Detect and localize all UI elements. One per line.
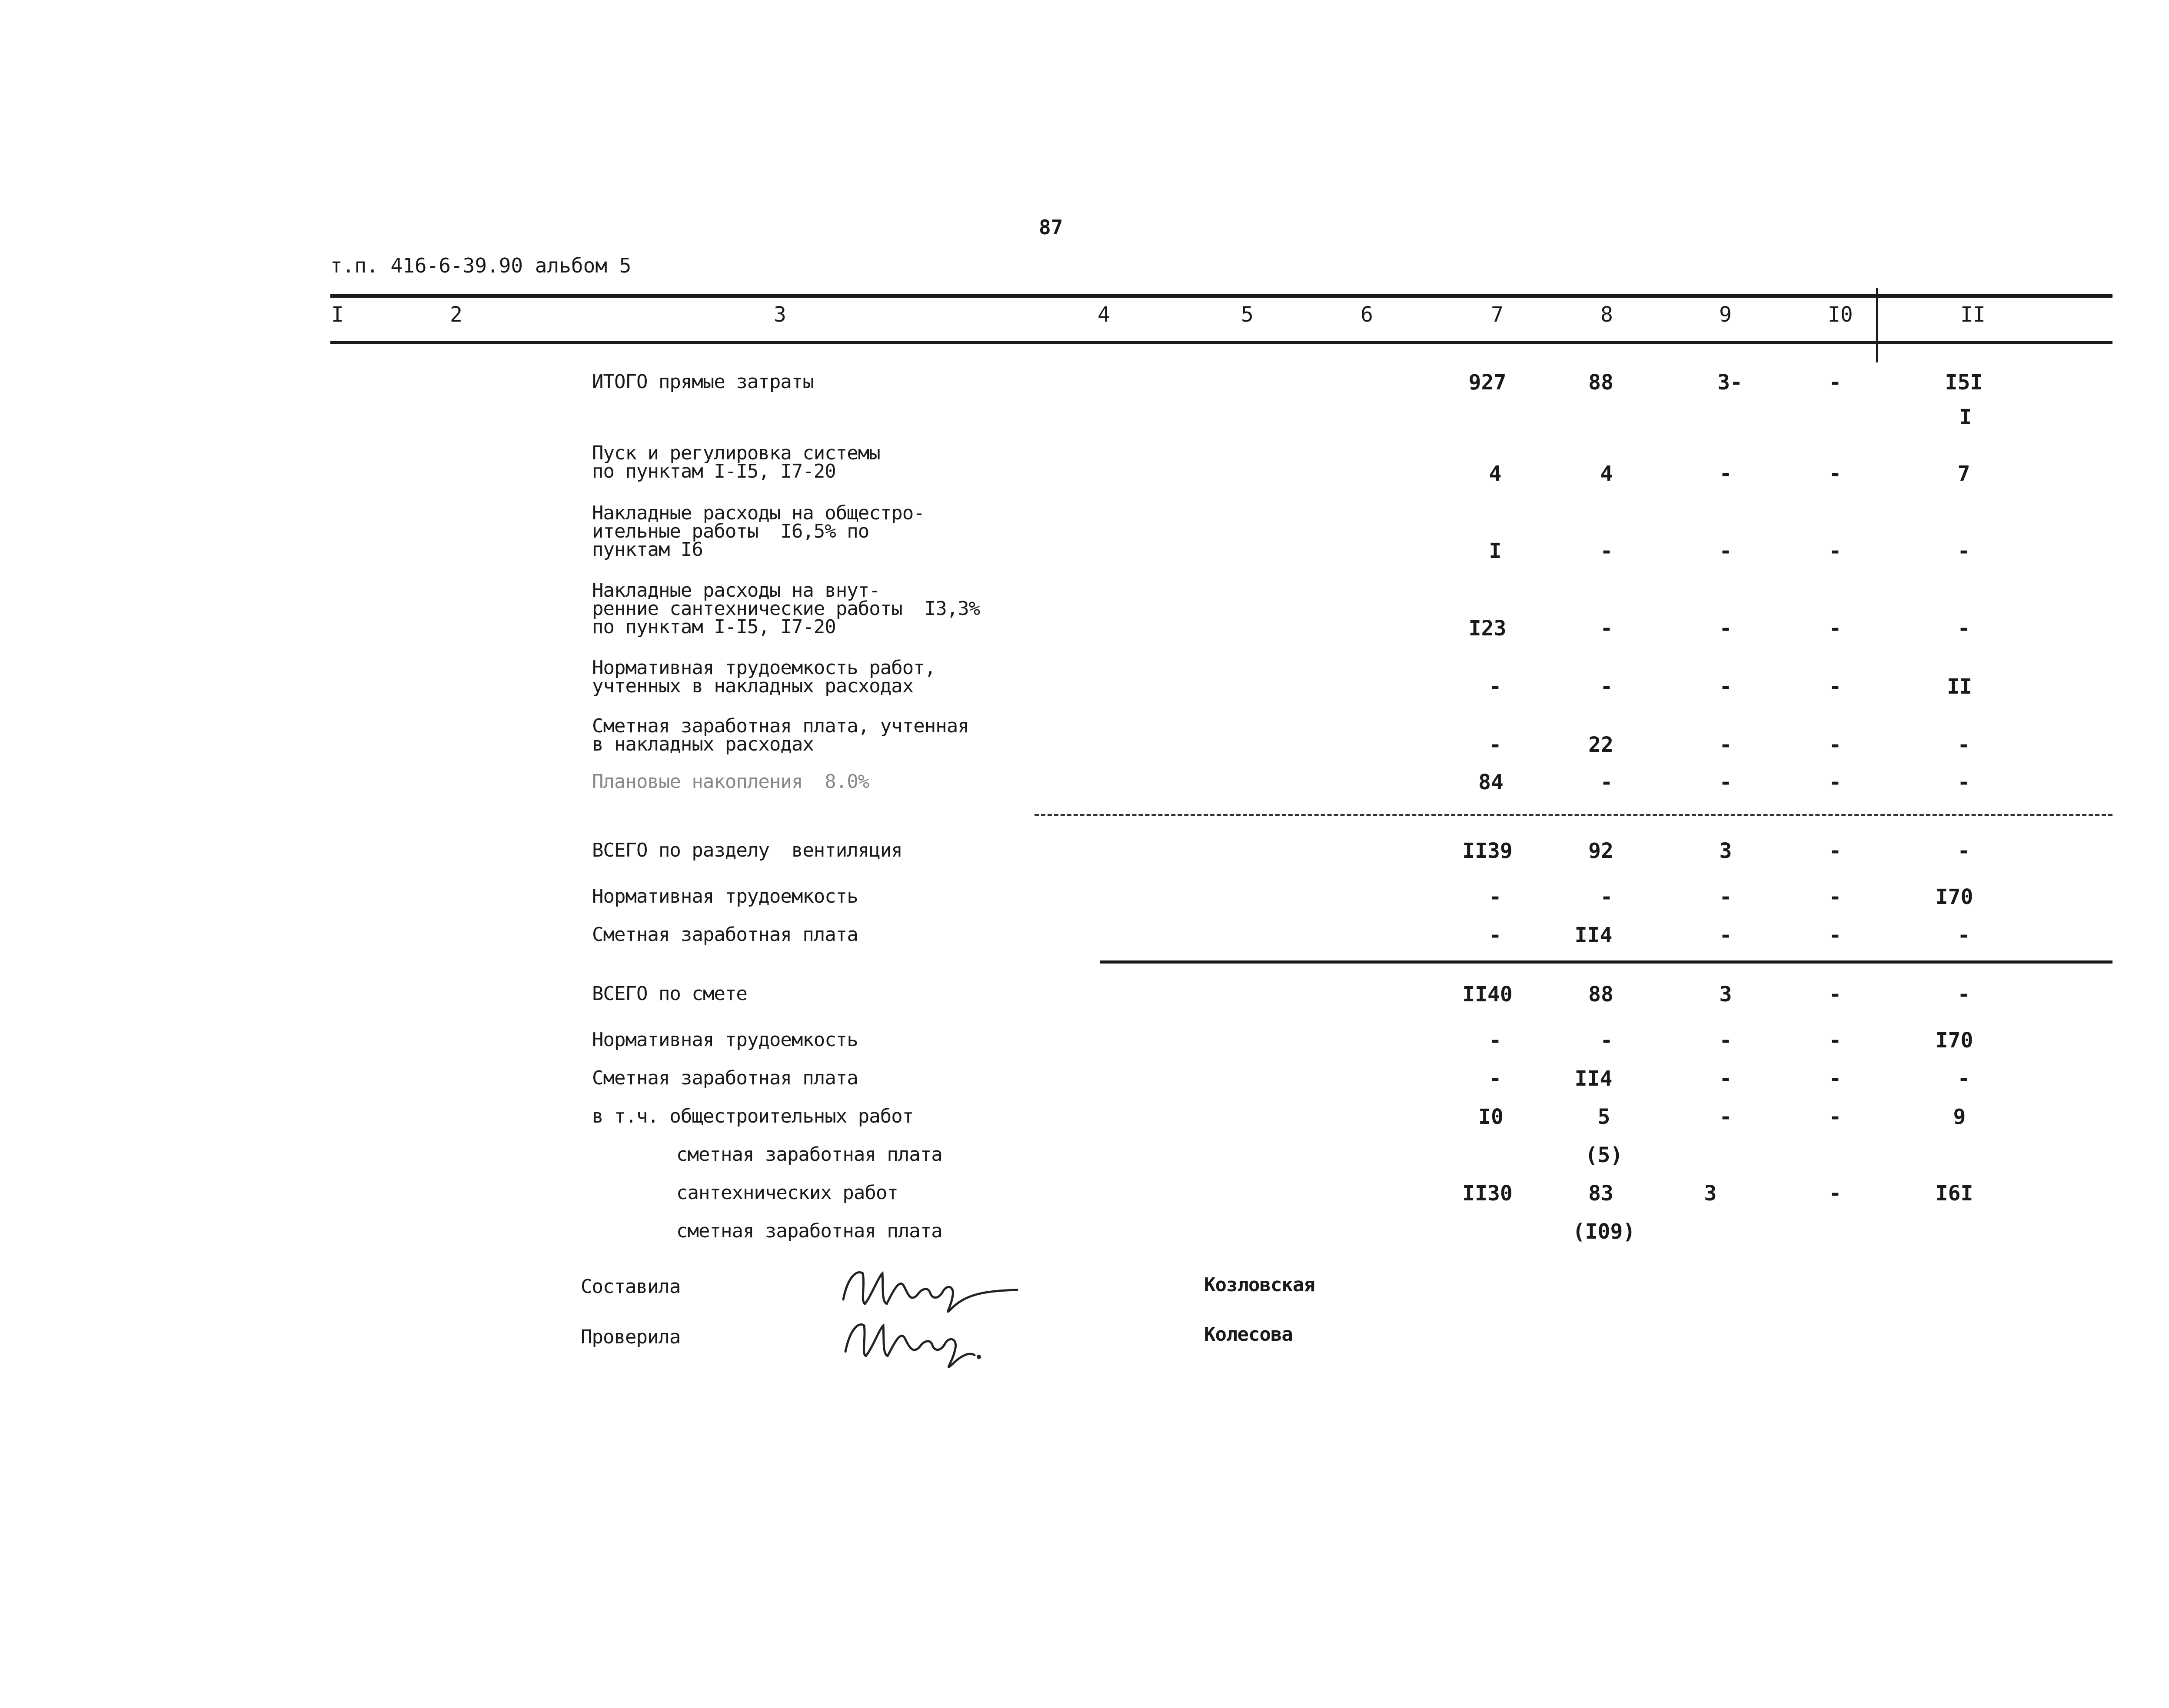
cell-col10: -: [1829, 839, 1842, 863]
cell-col9: -: [1719, 462, 1732, 486]
row-label: сметная заработная плата: [676, 1220, 942, 1242]
cell-col11: -: [1957, 923, 1970, 947]
cell-col8: 4: [1600, 462, 1613, 486]
row-label: ВСЕГО по разделу вентиляция: [592, 839, 902, 861]
handwritten-signature: [839, 1308, 1021, 1373]
cell-col8: -: [1600, 770, 1613, 794]
cell-col10: -: [1829, 370, 1842, 395]
cell-col9: -: [1719, 923, 1732, 947]
cell-col9: 3-: [1717, 370, 1743, 395]
row-label: Сметная заработная плата: [592, 1067, 858, 1089]
column-header: 7: [1491, 302, 1504, 327]
column-header: 9: [1719, 302, 1732, 327]
row-label: Накладные расходы на внут- ренние сантехнические работы I3,3% по пунктам I-I5, I7-20: [592, 579, 980, 638]
header-top-rule: [330, 294, 2112, 298]
header-column-divider: [1876, 288, 1878, 362]
cell-col8: (5): [1585, 1143, 1623, 1167]
signature-role: Проверила: [581, 1326, 681, 1348]
cell-col8: (I09): [1572, 1220, 1636, 1244]
cell-col10: -: [1829, 1028, 1842, 1053]
column-header: 2: [450, 302, 462, 327]
cell-col10: -: [1829, 462, 1842, 486]
cell-col11: II: [1947, 675, 1972, 699]
row-label: Нормативная трудоемкость: [592, 1029, 858, 1051]
cell-col7: 927: [1468, 370, 1507, 395]
cell-col8: -: [1600, 1028, 1613, 1053]
page-number: 87: [1039, 216, 1063, 239]
cell-col11: 7: [1957, 462, 1970, 486]
cell-col11: 9: [1953, 1105, 1966, 1129]
cell-col7: -: [1489, 1028, 1502, 1053]
column-header: 3: [774, 302, 786, 327]
cell-col11: I70: [1935, 885, 1973, 909]
cell-col10: -: [1829, 539, 1842, 563]
cell-col7: -: [1489, 675, 1502, 699]
cell-col11: -: [1957, 1067, 1970, 1091]
cell-col7: II40: [1462, 982, 1513, 1007]
cell-col8: 83: [1588, 1181, 1613, 1206]
cell-col7: -: [1489, 923, 1502, 947]
cell-col7: I0: [1478, 1105, 1504, 1129]
cell-col9: 3: [1719, 982, 1732, 1007]
row-label: ИТОГО прямые затраты: [592, 371, 814, 393]
cell-col8: II4: [1574, 923, 1613, 947]
cell-col7: -: [1489, 1067, 1502, 1091]
column-header: 8: [1600, 302, 1613, 327]
row-label: Нормативная трудоемкость работ, учтенных в накладных расходах: [592, 657, 936, 697]
cell-col7: I23: [1468, 616, 1507, 641]
column-header: 4: [1098, 302, 1110, 327]
cell-col11: -: [1957, 733, 1970, 757]
cell-col8: -: [1600, 539, 1613, 563]
signature-role: Составила: [581, 1276, 681, 1298]
cell-col8: II4: [1574, 1067, 1613, 1091]
cell-col9: -: [1719, 733, 1732, 757]
cell-col8: 88: [1588, 982, 1613, 1007]
row-label: Пуск и регулировка системы по пунктам I-I5, I7-20: [592, 442, 880, 482]
row-label: Нормативная трудоемкость: [592, 885, 858, 907]
cell-col9: -: [1719, 1028, 1732, 1053]
row-label: в т.ч. общестроительных работ: [592, 1105, 914, 1127]
cell-col8: -: [1600, 675, 1613, 699]
cell-col7: II30: [1462, 1181, 1513, 1206]
cell-col9: -: [1719, 675, 1732, 699]
cell-col11: I5I: [1945, 370, 1983, 395]
cell-col10: -: [1829, 1181, 1842, 1206]
column-header: II: [1960, 302, 1986, 327]
cell-col8: 88: [1588, 370, 1613, 395]
row-label: Накладные расходы на общестро- ительные работы I6,5% по пунктам I6: [592, 502, 925, 561]
column-header: I0: [1828, 302, 1853, 327]
cell-col7: 4: [1489, 462, 1502, 486]
row-label: Сметная заработная плата: [592, 924, 858, 946]
cell-col10: -: [1829, 733, 1842, 757]
cell-col10: -: [1829, 616, 1842, 641]
cell-col11: -: [1957, 539, 1970, 563]
cell-col10: -: [1829, 982, 1842, 1007]
column-header: 5: [1241, 302, 1254, 327]
cell-col9: -: [1719, 770, 1732, 794]
cell-col7: -: [1489, 733, 1502, 757]
row-label: сантехнических работ: [676, 1182, 898, 1204]
cell-col7: II39: [1462, 839, 1513, 863]
cell-col11: -: [1957, 770, 1970, 794]
cell-col9: -: [1719, 616, 1732, 641]
document-reference: т.п. 416-6-39.90 альбом 5: [330, 254, 632, 277]
cell-col9: 3: [1704, 1181, 1717, 1206]
cell-col11: I6I: [1935, 1181, 1973, 1206]
signer-name: Колесова: [1204, 1323, 1293, 1346]
cell-col11: -: [1957, 616, 1970, 641]
cell-col9: 3: [1719, 839, 1732, 863]
section-separator: [1100, 960, 2112, 964]
cell-col10: -: [1829, 1105, 1842, 1129]
cell-col10: -: [1829, 770, 1842, 794]
cell-col11: -: [1957, 839, 1970, 863]
cell-col9: -: [1719, 1105, 1732, 1129]
signer-name: Козловская: [1204, 1274, 1315, 1296]
cell-col8: 5: [1597, 1105, 1610, 1129]
column-header: I: [331, 302, 344, 327]
row-label: Плановые накопления 8.0%: [592, 771, 869, 793]
cell-col7: I: [1489, 539, 1502, 563]
column-header: 6: [1361, 302, 1373, 327]
cell-col9: -: [1719, 885, 1732, 909]
cell-col7: 84: [1478, 770, 1504, 794]
row-label: сметная заработная плата: [676, 1143, 942, 1166]
cell-col9: -: [1719, 539, 1732, 563]
cell-col10: -: [1829, 923, 1842, 947]
cell-col8: 22: [1588, 733, 1613, 757]
cell-col10: -: [1829, 885, 1842, 909]
cell-col11: I70: [1935, 1028, 1973, 1053]
cell-col9: -: [1719, 1067, 1732, 1091]
header-bottom-rule: [330, 341, 2112, 344]
cell-col11: -: [1957, 982, 1970, 1007]
cell-col11: I: [1959, 405, 1972, 429]
cell-col8: -: [1600, 616, 1613, 641]
cell-col10: -: [1829, 675, 1842, 699]
cell-col10: -: [1829, 1067, 1842, 1091]
cell-col7: -: [1489, 885, 1502, 909]
section-separator: [1035, 814, 2112, 816]
cell-col8: 92: [1588, 839, 1613, 863]
row-label: ВСЕГО по смете: [592, 983, 747, 1005]
row-label: Сметная заработная плата, учтенная в накладных расходах: [592, 715, 969, 755]
cell-col8: -: [1600, 885, 1613, 909]
